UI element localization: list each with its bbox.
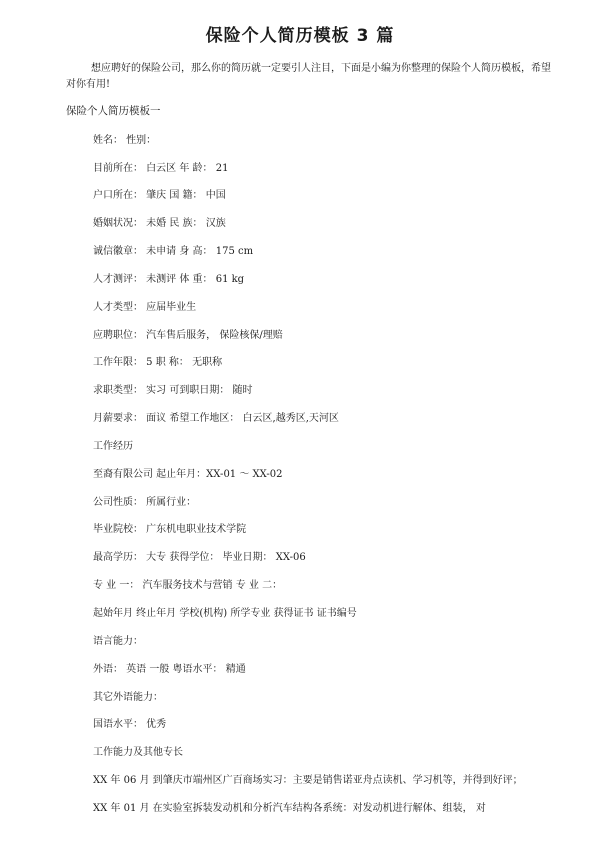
resume-line-language-heading: 语言能力： bbox=[93, 636, 143, 647]
resume-line-salary-region: 月薪要求： 面议 希望工作地区： 白云区,越秀区,天河区 bbox=[93, 413, 339, 424]
intro-paragraph: 想应聘好的保险公司，那么你的简历就一定要引人注目，下面是小编为你整理的保险个人简历模板，希望对你有用! bbox=[66, 63, 551, 90]
resume-line-company: 至裔有限公司 起止年月：XX-01 ～ XX-02 bbox=[93, 469, 283, 480]
resume-line-job-type: 求职类型： 实习 可到职日期： 随时 bbox=[93, 385, 253, 396]
resume-line-years-title: 工作年限： 5 职 称： 无职称 bbox=[93, 357, 223, 368]
resume-line-other-languages: 其它外语能力： bbox=[93, 692, 163, 703]
resume-line-school: 毕业院校： 广东机电职业技术学院 bbox=[93, 524, 247, 535]
section-heading: 保险个人简历模板一 bbox=[66, 105, 161, 117]
resume-line-hukou-nationality: 户口所在： 肇庆 国 籍： 中国 bbox=[93, 190, 226, 201]
resume-line-location-age: 目前所在： 白云区 年 龄： 21 bbox=[93, 163, 229, 174]
resume-line-experience-1: XX 年 06 月 到肇庆市端州区广百商场实习：主要是销售诺亚舟点读机、学习机等，并得到好评； bbox=[93, 775, 523, 786]
resume-line-company-nature: 公司性质： 所属行业： bbox=[93, 497, 197, 508]
resume-line-position: 应聘职位： 汽车售后服务， 保险核保/理赔 bbox=[93, 330, 283, 341]
resume-line-talent-type: 人才类型： 应届毕业生 bbox=[93, 302, 197, 313]
resume-line-experience-2: XX 年 01 月 在实验室拆装发动机和分析汽车结构各系统：对发动机进行解体、组装， 对 bbox=[93, 803, 486, 814]
resume-line-education: 最高学历： 大专 获得学位： 毕业日期： XX-06 bbox=[93, 552, 306, 563]
resume-line-name-gender: 姓名： 性别： bbox=[93, 135, 157, 146]
resume-line-marital-ethnicity: 婚姻状况： 未婚 民 族： 汉族 bbox=[93, 218, 226, 229]
resume-line-badge-height: 诚信徽章： 未申请 身 高： 175 cm bbox=[93, 246, 254, 257]
resume-line-skills-heading: 工作能力及其他专长 bbox=[93, 747, 183, 758]
resume-line-assessment-weight: 人才测评： 未测评 体 重： 61 kg bbox=[93, 274, 245, 285]
resume-line-major: 专 业 一： 汽车服务技术与营销 专 业 二： bbox=[93, 580, 283, 591]
document-title: 保险个人简历模板 3 篇 bbox=[205, 26, 395, 46]
resume-line-foreign-language: 外语： 英语 一般 粤语水平： 精通 bbox=[93, 664, 246, 675]
resume-line-work-experience-heading: 工作经历 bbox=[93, 441, 133, 452]
resume-line-education-table-header: 起始年月 终止年月 学校(机构) 所学专业 获得证书 证书编号 bbox=[93, 608, 357, 619]
resume-line-mandarin: 国语水平： 优秀 bbox=[93, 719, 167, 730]
